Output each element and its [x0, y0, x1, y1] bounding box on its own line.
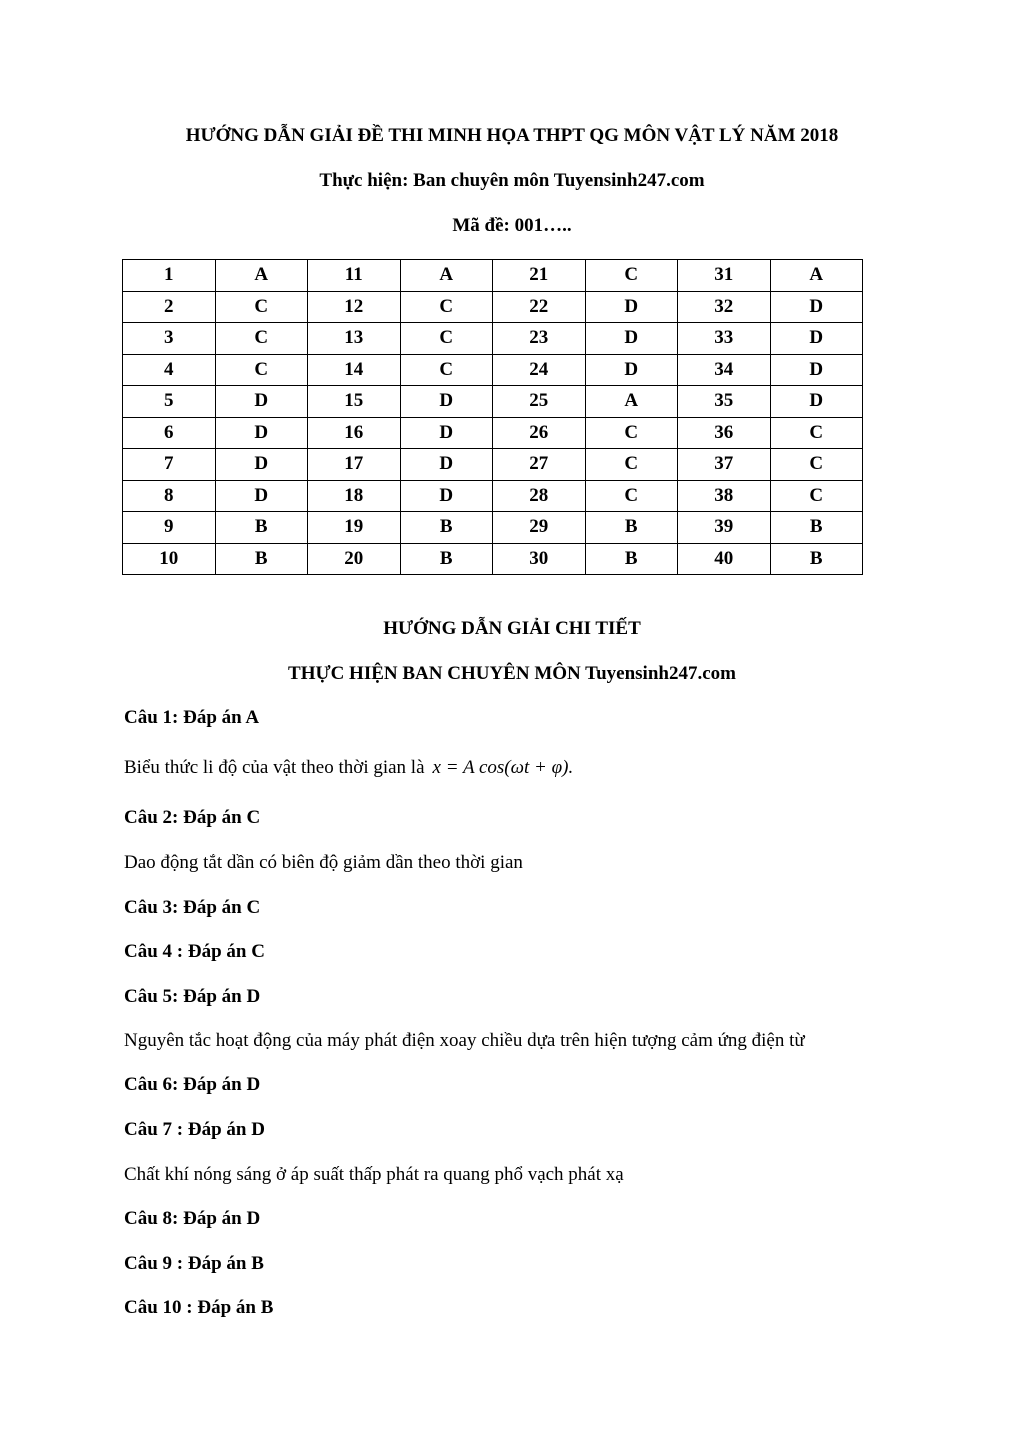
question-number-cell: 14 [308, 354, 401, 386]
answer-letter-cell: B [400, 512, 493, 544]
question-1-text: Biểu thức li độ của vật theo thời gian là [124, 757, 425, 778]
question-number-cell: 32 [678, 291, 771, 323]
question-number-cell: 12 [308, 291, 401, 323]
answer-letter-cell: C [215, 291, 308, 323]
question-number-cell: 39 [678, 512, 771, 544]
question-1-heading: Câu 1: Đáp án A [124, 707, 260, 728]
table-row [123, 480, 863, 512]
answer-letter-cell: A [400, 260, 493, 292]
answer-letter-cell: B [770, 512, 863, 544]
question-number-cell: 3 [123, 323, 216, 355]
answer-key-table [122, 259, 863, 575]
answer-letter-cell: C [585, 449, 678, 481]
question-number-cell: 10 [123, 543, 216, 575]
answer-letter-cell: B [215, 543, 308, 575]
answer-letter-cell: D [215, 449, 308, 481]
answer-letter-cell: D [770, 386, 863, 418]
table-row [123, 354, 863, 386]
question-number-cell: 1 [123, 260, 216, 292]
answer-letter-cell: D [400, 386, 493, 418]
answer-letter-cell: C [770, 449, 863, 481]
question-number-cell: 22 [493, 291, 586, 323]
answer-letter-cell: D [400, 449, 493, 481]
document-subtitle: Thực hiện: Ban chuyên môn Tuyensinh247.com [319, 170, 705, 191]
answer-letter-cell: C [585, 417, 678, 449]
table-row [123, 323, 863, 355]
question-number-cell: 36 [678, 417, 771, 449]
question-number-cell: 13 [308, 323, 401, 355]
question-number-cell: 7 [123, 449, 216, 481]
question-number-cell: 26 [493, 417, 586, 449]
question-number-cell: 2 [123, 291, 216, 323]
question-3-heading: Câu 3: Đáp án C [124, 897, 261, 918]
question-number-cell: 9 [123, 512, 216, 544]
question-number-cell: 40 [678, 543, 771, 575]
question-number-cell: 30 [493, 543, 586, 575]
answer-letter-cell: C [215, 354, 308, 386]
detail-section-title: HƯỚNG DẪN GIẢI CHI TIẾT [383, 618, 641, 639]
question-number-cell: 29 [493, 512, 586, 544]
answer-letter-cell: D [215, 417, 308, 449]
answer-letter-cell: D [215, 386, 308, 418]
question-2-text: Dao động tắt dần có biên độ giảm dần theo thời gian [124, 852, 523, 873]
table-row [123, 512, 863, 544]
answer-letter-cell: A [215, 260, 308, 292]
question-number-cell: 11 [308, 260, 401, 292]
question-4-heading: Câu 4 : Đáp án C [124, 941, 265, 962]
answer-letter-cell: B [585, 543, 678, 575]
answer-letter-cell: D [585, 291, 678, 323]
answer-letter-cell: B [585, 512, 678, 544]
answer-letter-cell: C [215, 323, 308, 355]
answer-letter-cell: C [770, 417, 863, 449]
question-number-cell: 8 [123, 480, 216, 512]
answer-letter-cell: D [400, 417, 493, 449]
question-number-cell: 18 [308, 480, 401, 512]
answer-letter-cell: A [585, 386, 678, 418]
question-number-cell: 34 [678, 354, 771, 386]
question-1-formula: x = A cos(ωt + φ). [432, 757, 574, 778]
question-number-cell: 24 [493, 354, 586, 386]
answer-letter-cell: D [770, 291, 863, 323]
question-number-cell: 38 [678, 480, 771, 512]
answer-letter-cell: B [400, 543, 493, 575]
question-1-explanation [124, 756, 573, 780]
answer-letter-cell: C [770, 480, 863, 512]
table-row [123, 386, 863, 418]
table-row [123, 449, 863, 481]
question-number-cell: 28 [493, 480, 586, 512]
question-number-cell: 27 [493, 449, 586, 481]
question-5-heading: Câu 5: Đáp án D [124, 986, 261, 1007]
question-7-text: Chất khí nóng sáng ở áp suất thấp phát ra quang phổ vạch phát xạ [124, 1164, 624, 1185]
question-number-cell: 35 [678, 386, 771, 418]
table-row [123, 543, 863, 575]
answer-letter-cell: D [400, 480, 493, 512]
question-number-cell: 31 [678, 260, 771, 292]
answer-letter-cell: D [770, 323, 863, 355]
table-row [123, 291, 863, 323]
question-number-cell: 37 [678, 449, 771, 481]
answer-letter-cell: C [400, 354, 493, 386]
answer-letter-cell: C [400, 291, 493, 323]
question-number-cell: 19 [308, 512, 401, 544]
question-9-heading: Câu 9 : Đáp án B [124, 1253, 264, 1274]
question-number-cell: 23 [493, 323, 586, 355]
answer-letter-cell: B [770, 543, 863, 575]
answer-letter-cell: C [585, 480, 678, 512]
question-10-heading: Câu 10 : Đáp án B [124, 1297, 274, 1318]
exam-code: Mã đề: 001….. [452, 215, 572, 236]
answer-letter-cell: D [215, 480, 308, 512]
question-number-cell: 5 [123, 386, 216, 418]
answer-letter-cell: D [585, 323, 678, 355]
question-number-cell: 17 [308, 449, 401, 481]
table-row [123, 417, 863, 449]
question-number-cell: 15 [308, 386, 401, 418]
detail-section-subtitle: THỰC HIỆN BAN CHUYÊN MÔN Tuyensinh247.com [288, 663, 736, 684]
answer-letter-cell: B [215, 512, 308, 544]
question-number-cell: 20 [308, 543, 401, 575]
question-7-heading: Câu 7 : Đáp án D [124, 1119, 265, 1140]
question-number-cell: 4 [123, 354, 216, 386]
question-6-heading: Câu 6: Đáp án D [124, 1074, 261, 1095]
question-number-cell: 25 [493, 386, 586, 418]
answer-letter-cell: D [585, 354, 678, 386]
question-number-cell: 33 [678, 323, 771, 355]
answer-letter-cell: C [585, 260, 678, 292]
answer-letter-cell: D [770, 354, 863, 386]
question-8-heading: Câu 8: Đáp án D [124, 1208, 261, 1229]
question-number-cell: 21 [493, 260, 586, 292]
question-number-cell: 16 [308, 417, 401, 449]
question-2-heading: Câu 2: Đáp án C [124, 807, 261, 828]
question-5-text: Nguyên tắc hoạt động của máy phát điện xoay chiều dựa trên hiện tượng cảm ứng điện từ [124, 1030, 805, 1051]
answer-letter-cell: C [400, 323, 493, 355]
document-title: HƯỚNG DẪN GIẢI ĐỀ THI MINH HỌA THPT QG MÔN VẬT LÝ NĂM 2018 [185, 125, 839, 146]
question-number-cell: 6 [123, 417, 216, 449]
answer-letter-cell: A [770, 260, 863, 292]
table-row [123, 260, 863, 292]
